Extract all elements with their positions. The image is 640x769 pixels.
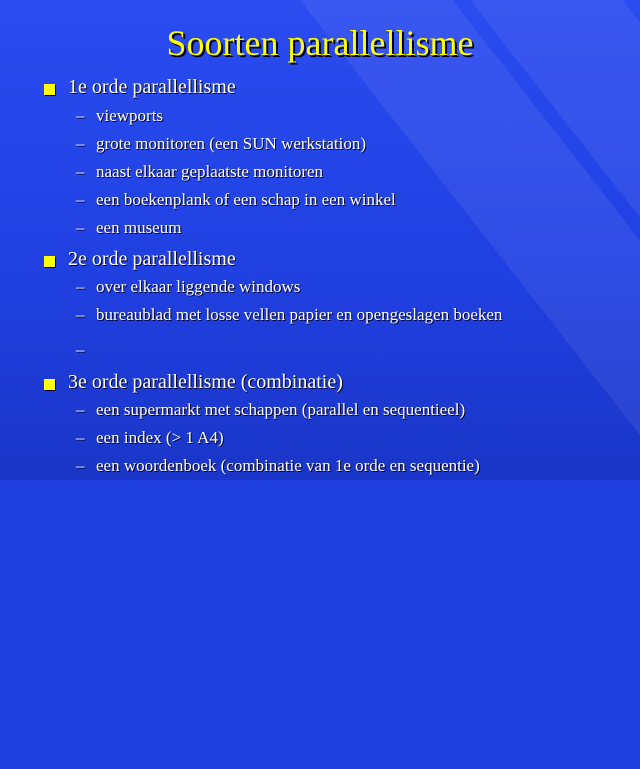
dash-bullet: –: [76, 277, 85, 296]
list-item: een woordenboek (combinatie van 1e orde en sequentie): [96, 456, 480, 475]
list-item: een boekenplank of een schap in een winkel: [96, 190, 396, 209]
dash-bullet: –: [76, 340, 85, 359]
dash-bullet: –: [76, 106, 85, 125]
section-heading: 2e orde parallellisme: [68, 248, 236, 270]
square-bullet-icon: [44, 84, 55, 95]
list-item: bureaublad met losse vellen papier en opengeslagen boeken: [96, 305, 503, 324]
dash-bullet: –: [76, 134, 85, 153]
section-heading: 1e orde parallellisme: [68, 76, 236, 98]
list-item: een supermarkt met schappen (parallel en sequentieel): [96, 400, 466, 419]
dash-bullet: –: [76, 400, 85, 419]
dash-bullet: –: [76, 305, 85, 324]
square-bullet-icon: [44, 256, 55, 267]
dash-bullet: –: [76, 190, 85, 209]
slide-title: Soorten parallellisme: [166, 23, 474, 63]
dash-bullet: –: [76, 456, 85, 475]
square-bullet-icon: [44, 379, 55, 390]
dash-bullet: –: [76, 162, 85, 181]
list-item: viewports: [96, 106, 164, 125]
dash-bullet: –: [76, 428, 85, 447]
list-item: grote monitoren (een SUN werkstation): [96, 134, 367, 153]
list-item: een index (> 1 A4): [96, 428, 224, 447]
section-heading: 3e orde parallellisme (combinatie): [68, 371, 343, 393]
list-item: een museum: [96, 218, 182, 237]
list-item: naast elkaar geplaatste monitoren: [96, 162, 324, 181]
list-item: over elkaar liggende windows: [96, 277, 301, 296]
dash-bullet: –: [76, 218, 85, 237]
